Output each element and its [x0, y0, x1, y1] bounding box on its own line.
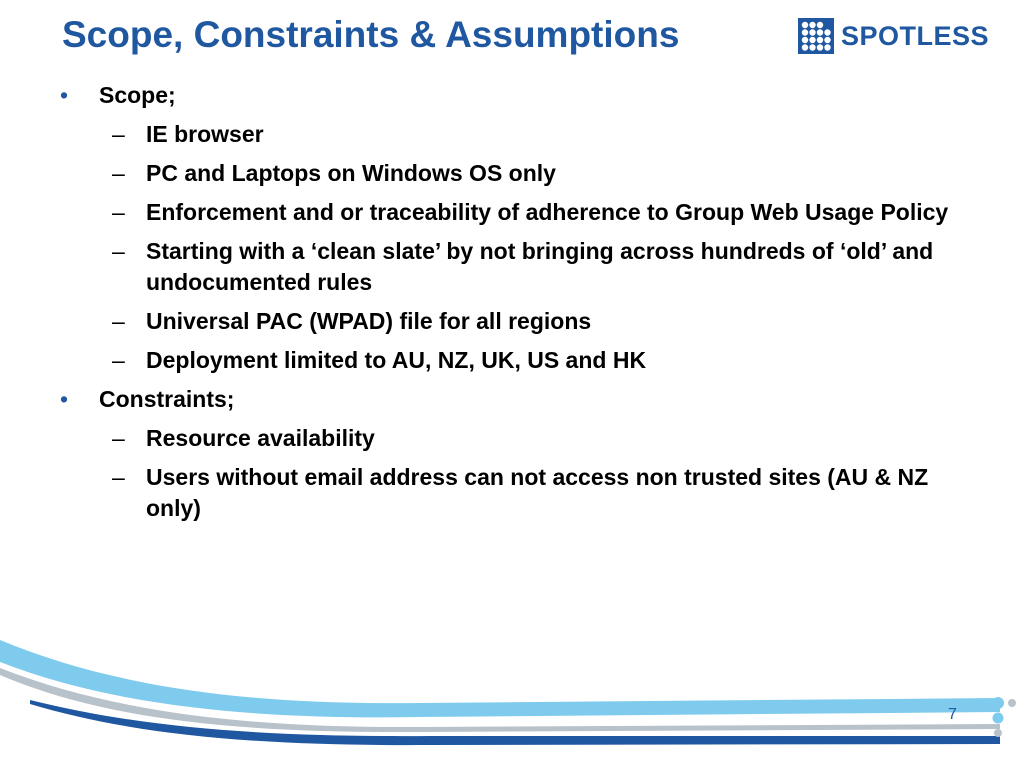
bullet-marker: • [60, 386, 69, 412]
dash-marker: – [112, 121, 125, 147]
dash-marker: – [112, 160, 125, 186]
dash-marker: – [112, 464, 125, 490]
dash-marker: – [112, 347, 125, 373]
dash-marker: – [112, 308, 125, 334]
dash-marker: – [112, 425, 125, 451]
dash-marker: – [112, 199, 125, 225]
dash-marker: – [112, 238, 125, 264]
slide-title: Scope, Constraints & Assumptions [62, 14, 680, 55]
bullet-label: Scope; [99, 82, 176, 108]
sub-bullet-text: Resource availability [146, 425, 375, 451]
sub-bullet-text: Universal PAC (WPAD) file for all regions [146, 308, 592, 334]
logo-wordmark: SPOTLESS [841, 20, 990, 51]
sub-bullet-text: Enforcement and or traceability of adherence to Group Web Usage Policy [146, 199, 949, 225]
sub-bullet-text: IE browser [146, 121, 264, 147]
sub-bullet-text: Deployment limited to AU, NZ, UK, US and HK [146, 347, 647, 373]
footer-dots-decoration [992, 697, 1016, 737]
bullet-marker: • [60, 82, 69, 108]
sub-bullet-text: PC and Laptops on Windows OS only [146, 160, 556, 186]
bullet-label: Constraints; [99, 386, 235, 412]
page-number: 7 [948, 706, 957, 723]
sub-bullet-text: Users without email address can not access non trusted sites (AU & NZ only) [146, 464, 929, 521]
sub-bullet-text: Starting with a ‘clean slate’ by not bringing across hundreds of ‘old’ and undocumented rules [146, 238, 934, 295]
